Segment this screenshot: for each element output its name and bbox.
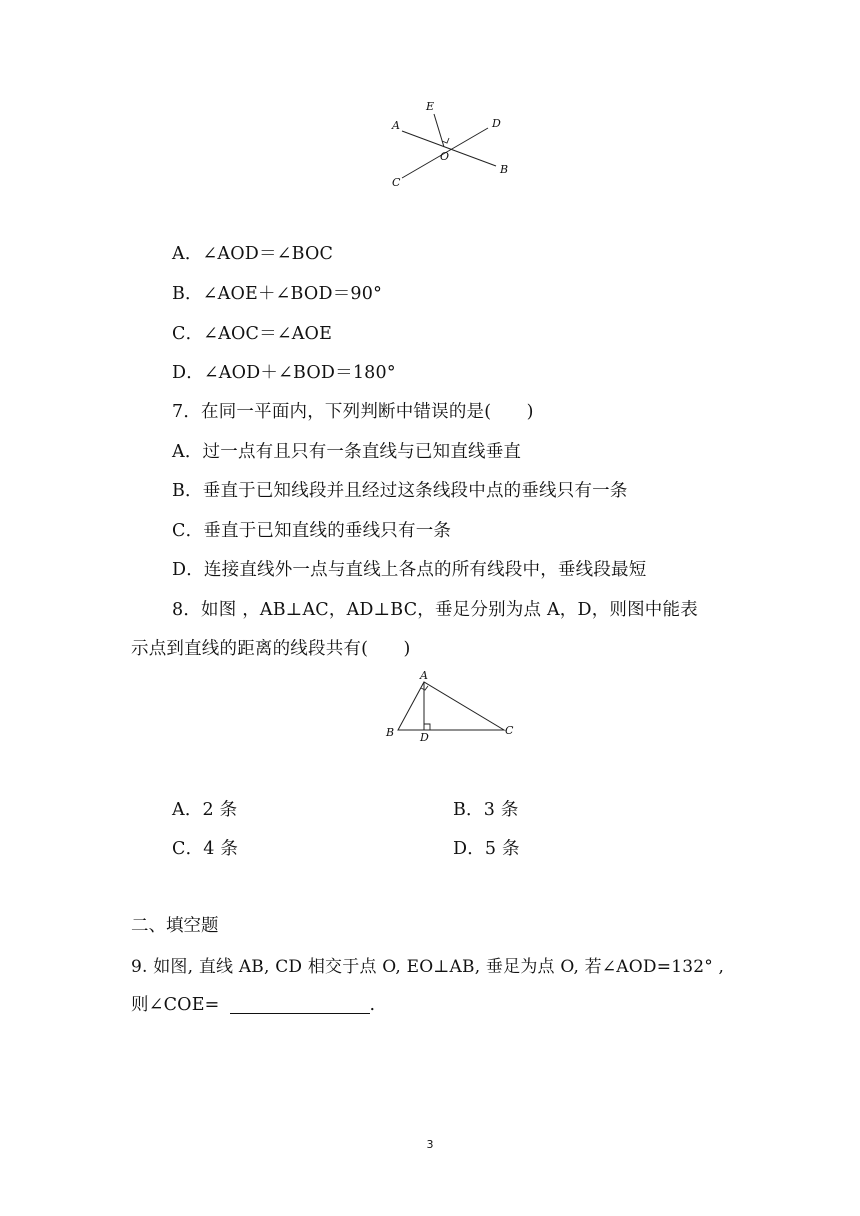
label-e: E bbox=[426, 100, 435, 113]
label-a: A bbox=[392, 119, 400, 132]
q6-option-b: B．∠AOE＋∠BOD＝90° bbox=[172, 284, 383, 304]
label-c: C bbox=[505, 724, 514, 737]
q7-option-c: C．垂直于已知直线的垂线只有一条 bbox=[172, 521, 452, 541]
q7-option-a: A．过一点有且只有一条直线与已知直线垂直 bbox=[172, 442, 522, 462]
label-b: B bbox=[386, 726, 395, 739]
q6-option-d: D．∠AOD＋∠BOD＝180° bbox=[172, 363, 396, 383]
label-a: A bbox=[420, 669, 428, 682]
answer-blank[interactable] bbox=[230, 995, 370, 1014]
label-c: C bbox=[392, 176, 401, 189]
q8-option-c: C．4 条 bbox=[172, 839, 239, 859]
q9-line2 bbox=[131, 991, 375, 1016]
q7-stem: 7．在同一平面内，下列判断中错误的是( ) bbox=[172, 402, 534, 422]
q6-option-c: C．∠AOC＝∠AOE bbox=[172, 324, 333, 344]
q8-stem-line1: 8．如图 ，AB⊥AC，AD⊥BC，垂足分别为点 A，D，则图中能表 bbox=[172, 600, 698, 620]
q6-option-a: A．∠AOD＝∠BOC bbox=[172, 244, 334, 264]
q9-line1: 9. 如图, 直线 AB, CD 相交于点 O, EO⊥AB, 垂足为点 O, 若∠AOD=132° , bbox=[131, 957, 725, 977]
q8-stem-line2: 示点到直线的距离的线段共有( ) bbox=[131, 639, 411, 659]
q9-prefix: 则∠COE= bbox=[131, 995, 220, 1015]
q8-option-a: A．2 条 bbox=[172, 800, 238, 820]
page-number: 3 bbox=[426, 1138, 434, 1151]
figure-intersecting-lines bbox=[380, 98, 520, 194]
label-b: B bbox=[500, 163, 509, 176]
label-d: D bbox=[492, 117, 501, 130]
label-d: D bbox=[420, 731, 429, 744]
q8-option-d: D．5 条 bbox=[453, 839, 520, 859]
section-title: 二、填空题 bbox=[131, 916, 219, 936]
q7-option-b: B．垂直于已知线段并且经过这条线段中点的垂线只有一条 bbox=[172, 481, 628, 501]
figure-right-triangle bbox=[380, 668, 520, 744]
q8-option-b: B．3 条 bbox=[453, 800, 519, 820]
label-o: O bbox=[440, 150, 450, 163]
q7-option-d: D．连接直线外一点与直线上各点的所有线段中，垂线段最短 bbox=[172, 560, 647, 580]
right-angle-mark-d bbox=[424, 724, 430, 730]
ray-oe bbox=[434, 114, 444, 147]
triangle-abc bbox=[398, 682, 504, 730]
q9-suffix: . bbox=[369, 995, 376, 1015]
